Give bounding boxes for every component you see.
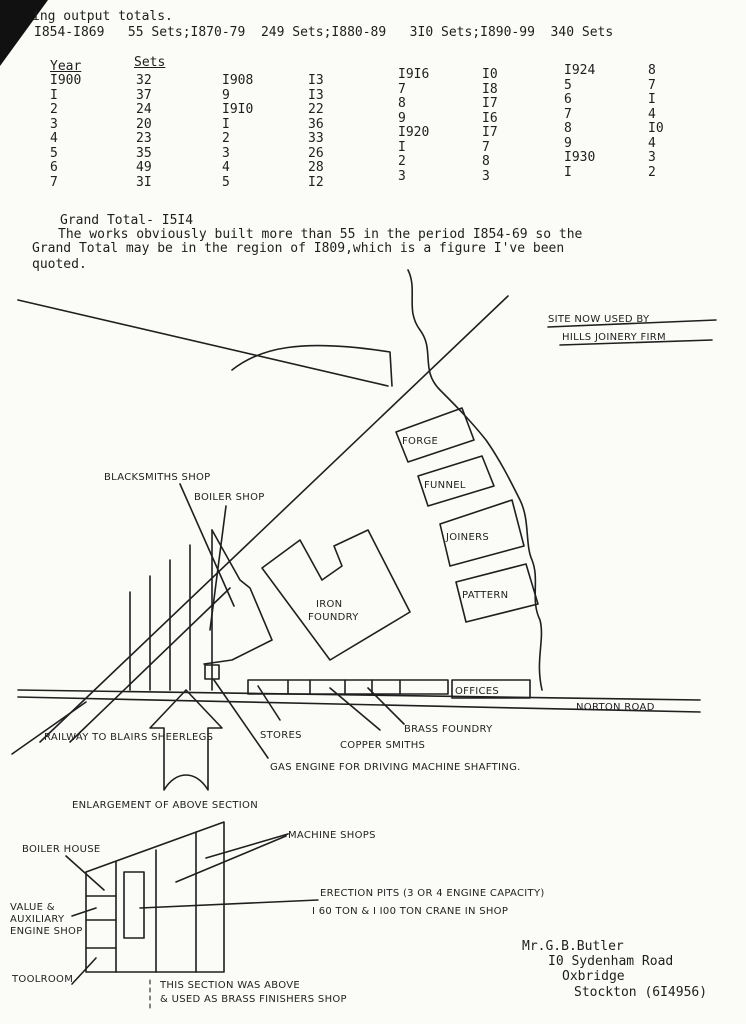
table-year-cell: 6 [50,160,58,175]
blacksmiths-label: BLACKSMITHS SHOP [104,472,211,483]
table-year-cell: I920 [398,125,430,140]
table-sets-cell: I7 [482,125,498,140]
table-year-cell: 2 [222,131,230,146]
toolroom-label: TOOLROOM [12,974,74,985]
enlargement-label: ENLARGEMENT OF ABOVE SECTION [72,800,258,811]
table-year-cell: 8 [398,96,406,111]
norton-road-label: NORTON ROAD [576,702,655,713]
forge-building [396,408,474,462]
table-sets-cell: I2 [308,174,324,190]
value-aux-label-1: VALUE & [10,902,55,913]
strip-dividers [288,680,400,694]
sig-line-4: Stockton (6I4956) [574,985,708,1000]
table-year-cell: 5 [50,145,58,161]
section-note-2: & USED AS BRASS FINISHERS SHOP [160,994,347,1005]
machine-arrow-2 [206,834,288,858]
table-sets-cell: 33 [308,131,324,146]
table-year-cell: I [398,139,406,155]
table-year-cell: 3 [50,116,58,132]
table-sets-cell: 35 [136,145,152,161]
table-sets-cell: I6 [482,110,498,126]
table-year-cell: I [222,116,230,132]
table-sets-cell: I3 [308,73,324,88]
table-year-cell: 7 [564,106,572,122]
paragraph-line-3: Grand Total may be in the region of I809,which is a figure I've been [32,241,565,256]
railway-arrow [12,702,86,754]
table-year-cell: I900 [50,73,82,88]
table-year-cell: I930 [564,150,596,165]
col-sets-header: Sets [134,55,166,70]
table-sets-cell: 8 [648,63,656,78]
erection-label-2: I 60 TON & I I00 TON CRANE IN SHOP [312,906,509,917]
table-sets-cell: 23 [136,131,152,146]
table-year-cell: 4 [50,131,58,146]
sig-line-2: I0 Sydenham Road [548,954,674,969]
table-sets-cell: I3 [308,87,324,103]
table-sets-cell: I0 [648,121,664,136]
table-year-cell: 9 [398,110,406,126]
offices-label: OFFICES [455,686,500,697]
table-sets-cell: 2 [648,164,656,180]
stores-label: STORES [260,730,302,741]
table-sets-cell: I7 [482,96,498,111]
stores-strip [248,680,448,694]
table-year-cell: 9 [564,135,572,151]
detail-bays [86,896,116,948]
funnel-label: FUNNEL [424,480,466,491]
iron-foundry-building [262,530,410,660]
site-note-1: SITE NOW USED BY [548,314,650,325]
erection-arrow [140,900,318,908]
foundry-label: FOUNDRY [308,612,359,623]
table-sets-cell: 49 [136,160,152,175]
value-aux-label-2: AUXILIARY [10,914,65,925]
boiler-house-label: BOILER HOUSE [22,844,101,855]
section-note-1: THIS SECTION WAS ABOVE [160,980,301,991]
table-year-cell: 4 [222,160,230,175]
gas-arrow [214,680,268,758]
header-line-1: I854-I869 55 Sets;I870-79 249 Sets;I880-89 3I0 Sets;I890-99 340 Sets [34,25,614,40]
header-line-0: ing output totals. [32,9,173,24]
col-year-header: Year [50,59,82,74]
value-aux-label-3: ENGINE SHOP [10,926,83,937]
detail-dividers [116,832,196,972]
gas-engine-label: GAS ENGINE FOR DRIVING MACHINE SHAFTING. [270,762,521,773]
table-year-cell: 6 [564,92,572,107]
table-year-cell: I [564,164,572,180]
joiners-label: JOINERS [446,532,489,543]
table-sets-cell: 37 [136,87,152,103]
table-sets-cell: 7 [648,77,656,93]
table-year-cell: 3 [222,145,230,161]
boiler-shop-label: BOILER SHOP [194,492,265,503]
sig-line-1: Mr.G.B.Butler [522,939,624,954]
table-sets-cell: 32 [136,73,152,88]
table-year-cell: I924 [564,63,596,78]
table-year-cell: 9 [222,87,230,103]
table-year-cell: 2 [50,102,58,117]
forge-label: FORGE [402,436,439,447]
boundary-line [18,300,388,386]
table-year-cell: I9I6 [398,67,430,82]
paragraph-line-2: The works obviously built more than 55 in the period I854-69 so the [58,227,583,242]
table-sets-cell: 28 [308,160,324,175]
table-year-cell: 5 [564,77,572,93]
table-sets-cell: I8 [482,81,498,97]
curved-track [232,346,392,386]
table-sets-cell: 24 [136,102,152,117]
toolroom-arrow [72,958,96,984]
table-sets-cell: I [648,92,656,107]
copper-smiths-label: COPPER SMITHS [340,740,426,751]
sig-line-3: Oxbridge [562,969,625,984]
table-sets-cell: 3I [136,174,152,190]
boiler-house-arrow [66,856,104,890]
erection-pit [124,872,144,938]
pattern-label: PATTERN [462,590,509,601]
table-sets-cell: 36 [308,116,324,132]
table-sets-cell: 4 [648,135,656,151]
value-arrow [72,908,96,916]
table-sets-cell: 8 [482,154,490,169]
railway-label: RAILWAY TO BLAIRS SHEERLEGS [44,732,214,743]
table-year-cell: 5 [222,174,230,190]
table-sets-cell: 4 [648,106,656,122]
table-sets-cell: 3 [648,150,656,165]
table-sets-cell: I0 [482,67,498,82]
railway-line-1 [40,296,508,742]
table-year-cell: 2 [398,154,406,169]
table-year-cell: 7 [398,81,406,97]
table-year-cell: 8 [564,121,572,136]
paragraph-line-4: quoted. [32,257,87,272]
grand-total-line: Grand Total- I5I4 [60,213,194,228]
table-sets-cell: 7 [482,139,490,155]
table-year-cell: 3 [398,168,406,184]
erection-label-1: ERECTION PITS (3 OR 4 ENGINE CAPACITY) [320,888,545,899]
iron-label: IRON [316,599,343,610]
table-year-cell: I908 [222,73,254,88]
table-year-cell: 7 [50,174,58,190]
table-year-cell: I [50,87,58,103]
machine-shops-label: MACHINE SHOPS [288,830,376,841]
table-sets-cell: 22 [308,102,324,117]
brass-foundry-label: BRASS FOUNDRY [404,724,493,735]
machine-arrow-1 [176,836,286,882]
table-sets-cell: 20 [136,116,152,132]
detail-outline [86,822,224,972]
table-sets-cell: 26 [308,145,324,161]
table-sets-cell: 3 [482,168,490,184]
site-note-2: HILLS JOINERY FIRM [562,332,666,343]
shed-dividers [130,530,212,690]
table-year-cell: I9I0 [222,102,254,117]
